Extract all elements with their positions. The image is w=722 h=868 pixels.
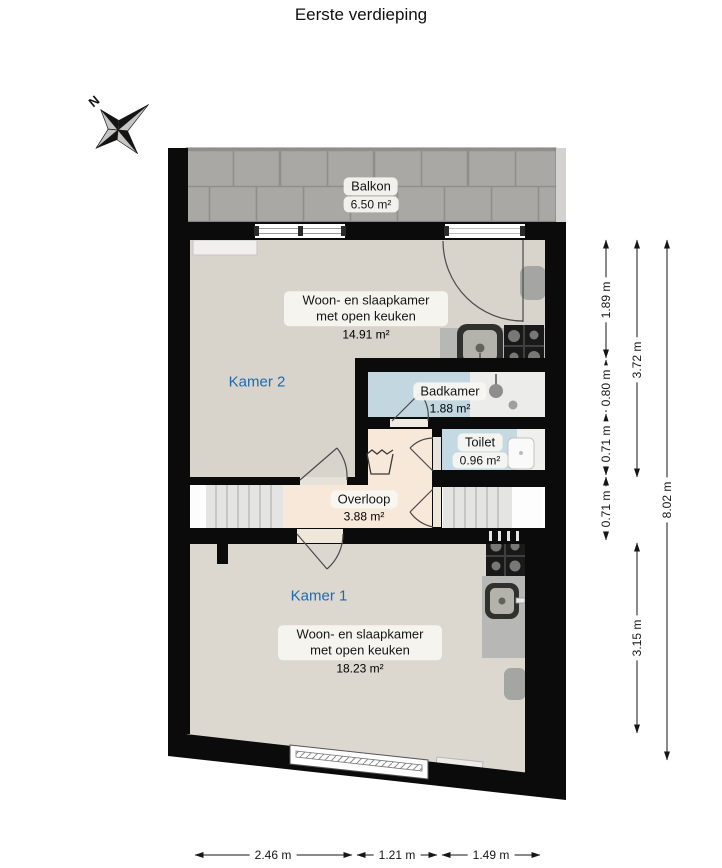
- dim-right-2: 0.80 m: [599, 366, 613, 411]
- door-opening-balcony: [444, 224, 525, 238]
- dim-right-1: 1.89 m: [599, 278, 613, 323]
- stairs-right: [443, 487, 543, 530]
- stairs-left: [190, 485, 283, 530]
- dim-right-4: 0.71 m: [599, 487, 613, 532]
- wall-right-lower: [525, 530, 566, 800]
- wall-left: [168, 240, 190, 734]
- label-balkon: [344, 177, 399, 212]
- wall-kitchen: [355, 358, 566, 372]
- label-toilet: [453, 433, 508, 468]
- wall-toilet-bottom: [432, 470, 566, 487]
- radiator: [520, 266, 546, 300]
- balcony-right-edge: [556, 148, 566, 222]
- label-overloop: [331, 490, 398, 523]
- compass-star: [68, 82, 164, 172]
- compass-rose: [68, 82, 164, 174]
- room-area: 6.50 m²: [344, 197, 399, 213]
- door-opening-toilet: [433, 437, 441, 470]
- room-area: 3.88 m²: [343, 509, 385, 524]
- room-tag-kamer1: Kamer 1: [290, 587, 348, 605]
- room-name: Woon- en slaapkamer met open keuken: [278, 625, 442, 660]
- dim-right-3: 0.71 m: [599, 422, 613, 467]
- room-name: Toilet: [458, 433, 502, 451]
- page-title: Eerste verdieping: [294, 5, 428, 24]
- dim-bottom-1: 2.46 m: [250, 848, 297, 862]
- wall-badkamer-left: [355, 358, 368, 485]
- label-kamer1: [278, 625, 442, 675]
- label-kamer2: [284, 291, 448, 341]
- wall-stub: [217, 540, 228, 564]
- room-tag-kamer2: Kamer 2: [228, 373, 286, 391]
- dim-right-5: 3.72 m: [630, 338, 644, 383]
- toilet-icon: [508, 438, 534, 469]
- dim-right-total: 8.02 m: [660, 478, 674, 523]
- radiator: [193, 240, 257, 255]
- kitchen-kamer1: [482, 536, 525, 658]
- room-area: 0.96 m²: [453, 453, 508, 469]
- label-badkamer: [413, 382, 486, 415]
- dim-right-6: 3.15 m: [630, 616, 644, 661]
- compass-north-label: N: [85, 92, 103, 111]
- dim-bottom-2: 1.21 m: [374, 848, 421, 862]
- room-name: Balkon: [344, 177, 398, 195]
- room-name: Woon- en slaapkamer met open keuken: [284, 291, 448, 326]
- door-opening-kamer2: [300, 477, 347, 485]
- room-area: 1.88 m²: [429, 401, 471, 416]
- window-balcony: [254, 224, 346, 238]
- room-area: 18.23 m²: [336, 660, 384, 675]
- radiator: [504, 668, 526, 700]
- door-opening-kamer1: [297, 529, 343, 543]
- door-opening-stairs: [433, 487, 441, 527]
- room-area: 14.91 m²: [342, 326, 390, 341]
- room-name: Overloop: [331, 490, 398, 508]
- room-name: Badkamer: [413, 382, 486, 400]
- dim-bottom-3: 1.49 m: [468, 848, 515, 862]
- door-opening-badkamer: [390, 419, 428, 427]
